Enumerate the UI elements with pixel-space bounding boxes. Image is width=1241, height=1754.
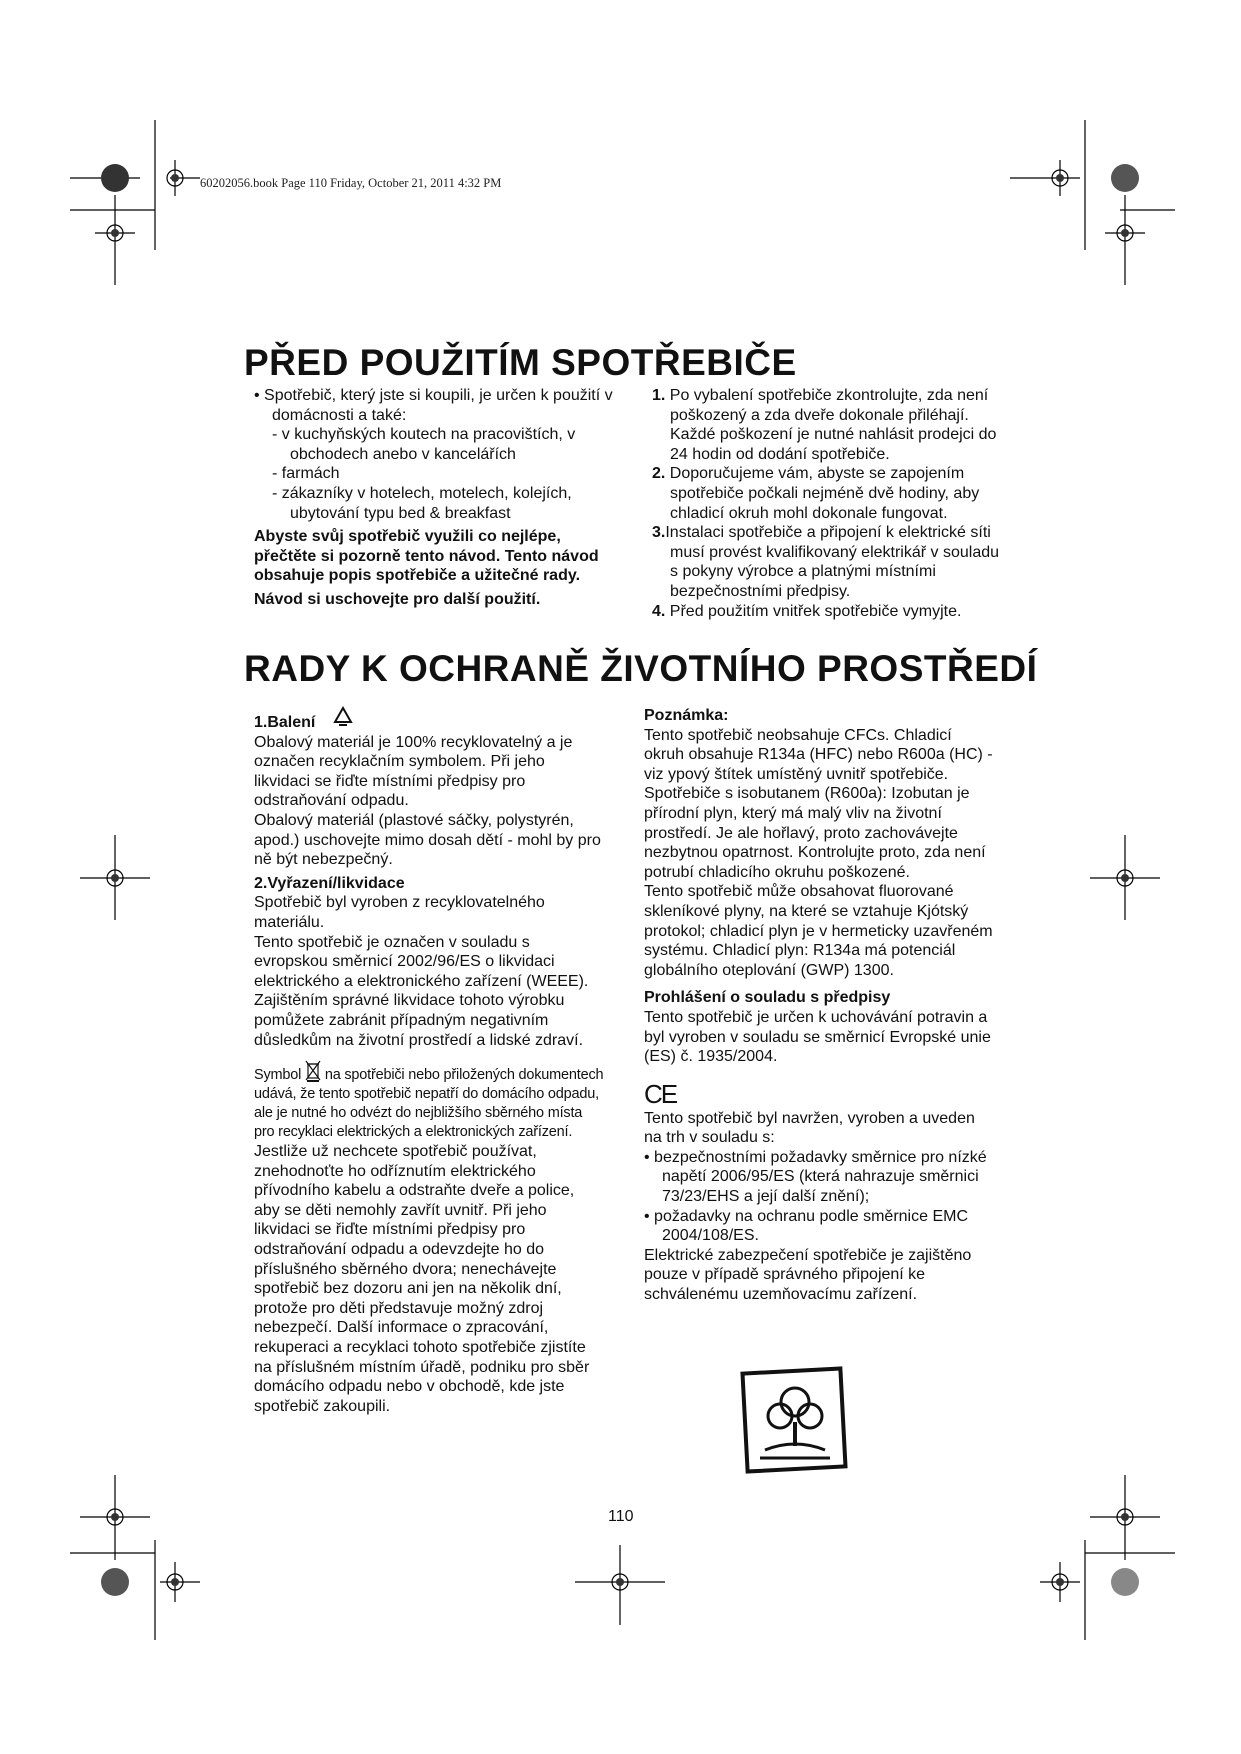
instruction-number: 1. bbox=[652, 387, 666, 404]
usage-dash-3: - zákazníky v hotelech, motelech, kolejích, ubytování typu bed & breakfast bbox=[272, 484, 572, 522]
design-text: Tento spotřebič byl navržen, vyroben a uveden na trh v souladu s: bbox=[644, 1109, 975, 1147]
note-text-1: Tento spotřebič neobsahuje CFCs. Chladicí okruh obsahuje R134a (HFC) nebo R600a (HC) - viz ypový štítek umístěný uvnitř spotřebiče. bbox=[644, 726, 993, 783]
appliance-disposal-text: Jestliže už nechcete spotřebič používat, znehodnoťte ho odříznutím elektrického přívodního kabelu a odstraňte dveře a police, aby se děti nemohly zavřít uvnitř. Při jeho likvidaci se řiďte místními předpisy pro odstraňování odpadu a odevzdejte ho do příslušného sběrného dvora; nenechávejte spotřebič bez dozoru ani jen na několik dní, protože pro děti představuje možný zdroj nebezpečí. Další informace o zpracování, rekuperaci a recyklaci tohoto spotřebiče zjistíte na příslušném místním úřadě, podniku pro sběr domácího odpadu nebo v obchodě, kde jste spotřebič zakoupili. bbox=[254, 1143, 590, 1415]
usage-bullet: • Spotřebič, který jste si koupili, je určen k použití v domácnosti a také: bbox=[254, 387, 613, 424]
book-info-header: 60202056.book Page 110 Friday, October 21, 2011 4:32 PM bbox=[200, 176, 502, 190]
instruction-item-4 bbox=[652, 602, 1000, 622]
usage-dash-2: - farmách bbox=[272, 465, 340, 483]
disposal-text-2: Tento spotřebič je označen v souladu s evropskou směrnicí 2002/96/ES o likvidaci elektrického a elektronického zařízení (WEEE). Zajištěním správné likvidace tohoto výrobku pomůžete zabránit případným negativním důsledkům na životní prostředí a lidské zdraví. bbox=[254, 933, 589, 1049]
weee-symbol-pre: Symbol bbox=[254, 1067, 305, 1084]
keep-manual-note: Návod si uschovejte pro další použití. bbox=[254, 590, 541, 608]
packaging-heading-text: 1.Balení bbox=[254, 714, 316, 731]
note-text-3: Tento spotřebič může obsahovat fluorované skleníkové plyny, na které se vztahuje Kjótský protokol; chladicí plyn je v hermeticky uzavřeném systému. Chladicí plyn: R134a má potenciál globálního oteplování (GWP) 1300. bbox=[644, 883, 993, 979]
section1-right-column bbox=[652, 386, 1000, 621]
page-number: 110 bbox=[608, 1508, 634, 1525]
instruction-number: 3. bbox=[652, 524, 666, 542]
instruction-item-1 bbox=[652, 386, 1000, 464]
electrical-safety-text: Elektrické zabezpečení spotřebiče je zajištěno pouze v případě správného připojení ke schválenému uzemňovacímu zařízení. bbox=[644, 1246, 972, 1304]
note-heading: Poznámka: bbox=[644, 707, 729, 724]
disposal-text-1: Spotřebič byl vyroben z recyklovatelného materiálu. bbox=[254, 894, 545, 931]
directive-bullet-1: • bezpečnostními požadavky směrnice pro nízké napětí 2006/95/ES (která nahrazuje směrnici 73/23/EHS a její další znění); bbox=[644, 1148, 987, 1206]
instruction-text: Před použitím vnitřek spotřebiče vymyjte. bbox=[665, 602, 962, 620]
section-title-environment: RADY K OCHRANĚ ŽIVOTNÍHO PROSTŘEDÍ bbox=[244, 648, 1038, 689]
disposal-heading: 2.Vyřazení/likvidace bbox=[254, 874, 405, 892]
packaging-text-2: Obalový materiál (plastové sáčky, polystyrén, apod.) uschovejte mimo dosah dětí - mohl by pro ně být nebezpečný. bbox=[254, 811, 601, 869]
instruction-number: 2. bbox=[652, 465, 666, 483]
usage-dash-1: - v kuchyňských koutech na pracovištích, v obchodech anebo v kancelářích bbox=[272, 426, 576, 463]
note-text-2: Spotřebiče s isobutanem (R600a): Izobutan je přírodní plyn, který má malý vliv na životní prostředí. Je ale hořlavý, proto zachovávejte nezbytnou opatrnost. Kontrolujte proto, zda není potrubí chladicího okruhu poškozené. bbox=[644, 785, 986, 881]
weee-symbol-post: na spotřebiči nebo přiložených dokumentech udává, že tento spotřebič nepatří do domácího odpadu, ale je nutné ho odvézt do nejbližšího sběrného místa pro recyklaci elektrických a elektronických zařízení. bbox=[254, 1067, 604, 1141]
section2-left-column bbox=[254, 706, 604, 1416]
compliance-heading: Prohlášení o souladu s předpisy bbox=[644, 989, 891, 1007]
section1-left-column bbox=[254, 386, 614, 610]
compliance-text: Tento spotřebič je určen k uchovávání potravin a byl vyroben v souladu se směrnicí Evropské unie (ES) č. 1935/2004. bbox=[644, 1008, 991, 1066]
instruction-item-3 bbox=[652, 523, 1000, 601]
recycle-icon bbox=[330, 706, 356, 730]
packaging-heading bbox=[254, 706, 604, 733]
section-title-before-use: PŘED POUŽITÍM SPOTŘEBIČE bbox=[244, 342, 797, 383]
instruction-number: 4. bbox=[652, 602, 666, 620]
instruction-text: Po vybalení spotřebiče zkontrolujte, zda není poškozený a zda dveře dokonale přiléhají. Každé poškození je nutné nahlásit prodejci do 24 hodin od dodání spotřebiče. bbox=[665, 387, 997, 463]
environment-tree-icon bbox=[740, 1366, 850, 1476]
weee-symbol-paragraph bbox=[254, 1060, 604, 1142]
directive-bullet-2: • požadavky na ochranu podle směrnice EMC 2004/108/ES. bbox=[644, 1207, 968, 1245]
section2-right-column bbox=[644, 706, 994, 1305]
manual-advice: Abyste svůj spotřebič využili co nejlépe, přečtěte si pozorně tento návod. Tento návod obsahuje popis spotřebiče a užitečné rady. bbox=[254, 528, 599, 585]
crossed-bin-icon bbox=[305, 1060, 321, 1082]
ce-mark: CE bbox=[644, 1078, 677, 1109]
instruction-text: Doporučujeme vám, abyste se zapojením spotřebiče počkali nejméně dvě hodiny, aby chladicí okruh mohl dokonale fungovat. bbox=[665, 465, 980, 522]
packaging-text-1: Obalový materiál je 100% recyklovatelný a je označen recyklačním symbolem. Při jeho likvidaci se řiďte místními předpisy pro odstraňování odpadu. bbox=[254, 733, 573, 810]
instruction-item-2 bbox=[652, 464, 1000, 523]
instruction-text: Instalaci spotřebiče a připojení k elektrické síti musí provést kvalifikovaný elektrikář v souladu s pokyny výrobce a platnými místními bezpečnostními předpisy. bbox=[665, 524, 1000, 600]
